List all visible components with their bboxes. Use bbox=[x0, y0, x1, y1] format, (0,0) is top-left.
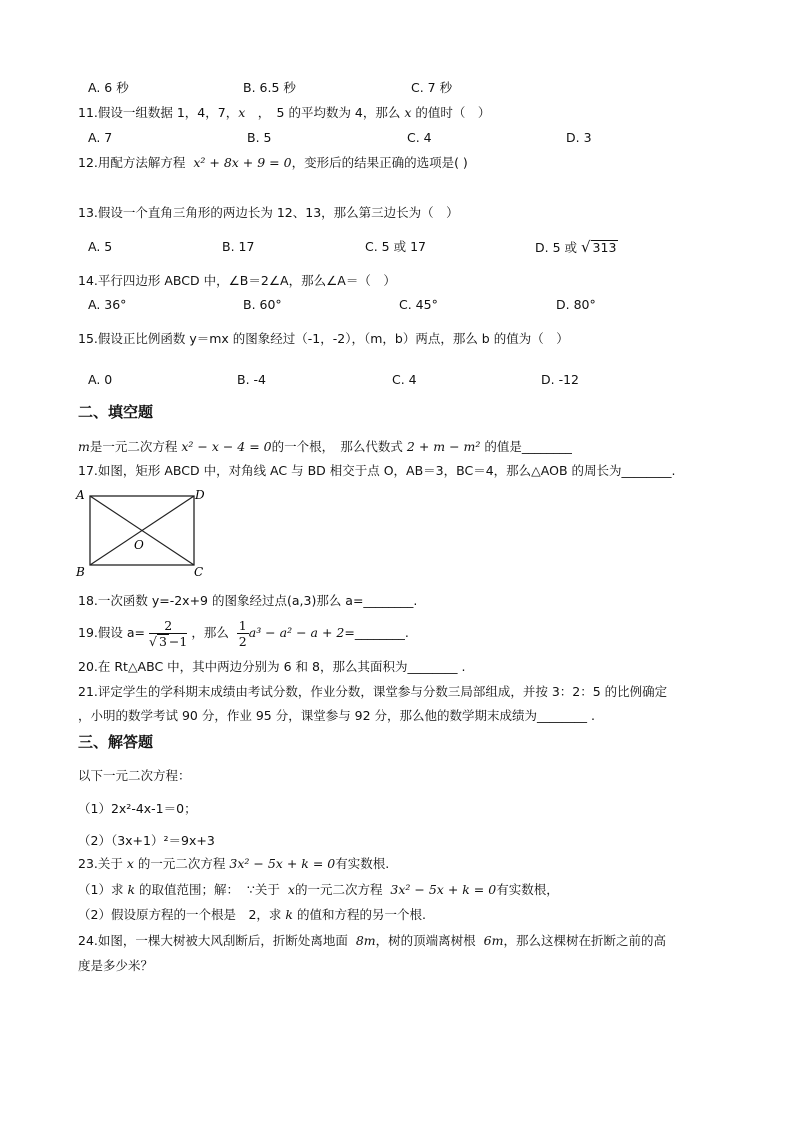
q24-mid: ，树的顶端离树根 bbox=[375, 933, 476, 948]
q16-stem bbox=[78, 438, 572, 456]
q24-prefix: 24.如图，一棵大树被大风刮断后，折断处离地面 bbox=[78, 933, 348, 948]
q13-stem: 13.假设一个直角三角形的两边长为 12、13，那么第三边长为（ ） bbox=[78, 205, 459, 220]
q12-stem bbox=[78, 154, 468, 172]
q12-prefix: 12.用配方法解方程 bbox=[78, 155, 186, 170]
q17-stem: 17.如图，矩形 ABCD 中，对角线 AC 与 BD 相交于点 O，AB＝3，BC＝4，那么△AOB 的周长为________. bbox=[78, 463, 676, 478]
q19-prefix: 19.假设 a= bbox=[78, 625, 145, 640]
q18-stem: 18.一次函数 y=-2x+9 的图象经过点(a,3)那么 a=________. bbox=[78, 593, 418, 608]
q22-part1: （1）2x²-4x-1＝0； bbox=[78, 801, 197, 816]
q19-frac-den-radicand: 3 bbox=[158, 634, 167, 649]
q15-option-a: A. 0 bbox=[88, 372, 113, 387]
q14-option-a: A. 36° bbox=[88, 297, 127, 312]
q16-var-m: m bbox=[78, 439, 90, 454]
rectangle-diagram bbox=[74, 486, 208, 580]
q13-option-c: C. 5 或 17 bbox=[365, 239, 426, 254]
q15-option-d: D. -12 bbox=[541, 372, 579, 387]
q19-half bbox=[237, 618, 249, 649]
q23-p2-prefix: （2）假设原方程的一个根是 2，求 bbox=[78, 907, 282, 922]
q23-p1-mid2: 的一元二次方程 bbox=[294, 882, 383, 897]
q23-p1-mid: 的取值范围；解： bbox=[139, 882, 240, 897]
q11-prefix: 11.假设一组数据 1，4，7， bbox=[78, 105, 239, 120]
q24-line1 bbox=[78, 932, 666, 950]
q24-distance: 6m bbox=[483, 933, 504, 948]
q11-var-x: x bbox=[238, 105, 246, 120]
q16-equation: x² − x − 4 = 0 bbox=[181, 439, 272, 454]
label-c: C bbox=[194, 565, 204, 579]
q19-fraction bbox=[149, 618, 187, 649]
q23-part2 bbox=[78, 906, 426, 924]
q20-stem: 20.在 Rt△ABC 中，其中两边分别为 6 和 8，那么其面积为________ . bbox=[78, 659, 466, 674]
q11-stem bbox=[78, 104, 490, 122]
q23-part1 bbox=[78, 881, 559, 899]
q19-half-num: 1 bbox=[238, 618, 247, 633]
section-3-title: 三、解答题 bbox=[78, 733, 154, 751]
q11-option-b: B. 5 bbox=[247, 130, 272, 145]
q10-option-b: B. 6.5 秒 bbox=[243, 80, 296, 95]
q19-half-den: 2 bbox=[238, 634, 247, 649]
q23-suffix: 有实数根. bbox=[335, 856, 390, 871]
q23-p1-because: ∵关于 bbox=[246, 882, 280, 897]
q15-option-c: C. 4 bbox=[392, 372, 417, 387]
q14-option-d: D. 80° bbox=[556, 297, 596, 312]
q16-text2: 的一个根， 那么代数式 bbox=[271, 439, 403, 454]
q23-var-x: x bbox=[126, 856, 134, 871]
q13-radicand: 313 bbox=[592, 240, 617, 255]
q15-option-b: B. -4 bbox=[237, 372, 266, 387]
label-o: O bbox=[134, 538, 144, 552]
section-2-title: 二、填空题 bbox=[78, 403, 154, 421]
q21-line1: 21.评定学生的学科期末成绩由考试分数，作业分数，课堂参与分数三局部组成，并按 3：2：5 的比例确定 bbox=[78, 684, 668, 699]
q10-option-c: C. 7 秒 bbox=[411, 80, 453, 95]
q19-expr: a³ − a² − a + 2 bbox=[248, 625, 345, 640]
q23-p1-equation: 3x² − 5x + k = 0 bbox=[390, 882, 497, 897]
q12-equation: x² + 8x + 9 = 0 bbox=[193, 155, 292, 170]
q11-var-x2: x bbox=[404, 105, 412, 120]
q11-option-d: D. 3 bbox=[566, 130, 592, 145]
q24-line2: 度是多少米？ bbox=[78, 958, 154, 973]
q23-p2-var-k: k bbox=[285, 907, 293, 922]
q16-text3: 的值是________ bbox=[484, 439, 572, 454]
q15-stem: 15.假设正比例函数 y＝mx 的图象经过（-1，-2），（m，b）两点，那么 b 的值为（ ） bbox=[78, 331, 569, 346]
q19-frac-den: √ 3 −1 bbox=[148, 634, 188, 649]
q24-height-break: 8m bbox=[355, 933, 376, 948]
q19-suffix: =________. bbox=[344, 625, 409, 640]
label-b: B bbox=[76, 565, 85, 579]
label-a: A bbox=[76, 488, 85, 502]
q23-equation: 3x² − 5x + k = 0 bbox=[229, 856, 336, 871]
q16-expr: 2 + m − m² bbox=[406, 439, 481, 454]
q23-p1-var-k: k bbox=[127, 882, 136, 897]
q11-option-a: A. 7 bbox=[88, 130, 113, 145]
q23-prefix: 23.关于 bbox=[78, 856, 123, 871]
q21-line2: ，小明的数学考试 90 分，作业 95 分，课堂参与 92 分，那么他的数学期末成绩为________ . bbox=[78, 708, 596, 723]
q19-frac-den-tail: −1 bbox=[168, 634, 188, 649]
label-d: D bbox=[195, 488, 205, 502]
q10-option-a: A. 6 秒 bbox=[88, 80, 129, 95]
q11-mid: ， 5 的平均数为 4，那么 bbox=[245, 105, 401, 120]
q11-option-c: C. 4 bbox=[407, 130, 432, 145]
q13-option-b: B. 17 bbox=[222, 239, 255, 254]
q12-suffix: ，变形后的结果正确的选项是( ) bbox=[291, 155, 468, 170]
q19-frac-num: 2 bbox=[149, 618, 187, 634]
q19-stem bbox=[78, 614, 409, 652]
q22-part2: （2）（3x+1）²＝9x+3 bbox=[78, 833, 215, 848]
q14-option-c: C. 45° bbox=[399, 297, 438, 312]
q19-mid: ，那么 bbox=[191, 625, 229, 640]
q23-mid: 的一元二次方程 bbox=[137, 856, 226, 871]
q13-option-d bbox=[535, 238, 618, 257]
q23-p1-suffix: 有实数根， bbox=[496, 882, 559, 897]
q23-p2-suffix: 的值和方程的另一个根. bbox=[296, 907, 426, 922]
q14-option-b: B. 60° bbox=[243, 297, 282, 312]
q13-option-a: A. 5 bbox=[88, 239, 113, 254]
q23-p1-prefix: （1）求 bbox=[78, 882, 124, 897]
q22-intro: 以下一元二次方程： bbox=[78, 768, 191, 783]
q14-stem: 14.平行四边形 ABCD 中，∠B＝2∠A，那么∠A＝（ ） bbox=[78, 273, 396, 288]
q23-stem bbox=[78, 855, 389, 873]
q23-p1-var-x: x bbox=[287, 882, 295, 897]
q16-text1: 是一元二次方程 bbox=[89, 439, 178, 454]
q13-option-d-prefix: D. 5 或 bbox=[535, 240, 577, 255]
radical-sign: √ bbox=[580, 238, 591, 256]
q24-suffix: ，那么这棵树在折断之前的高 bbox=[503, 933, 666, 948]
q11-suffix: 的值时（ ） bbox=[415, 105, 491, 120]
